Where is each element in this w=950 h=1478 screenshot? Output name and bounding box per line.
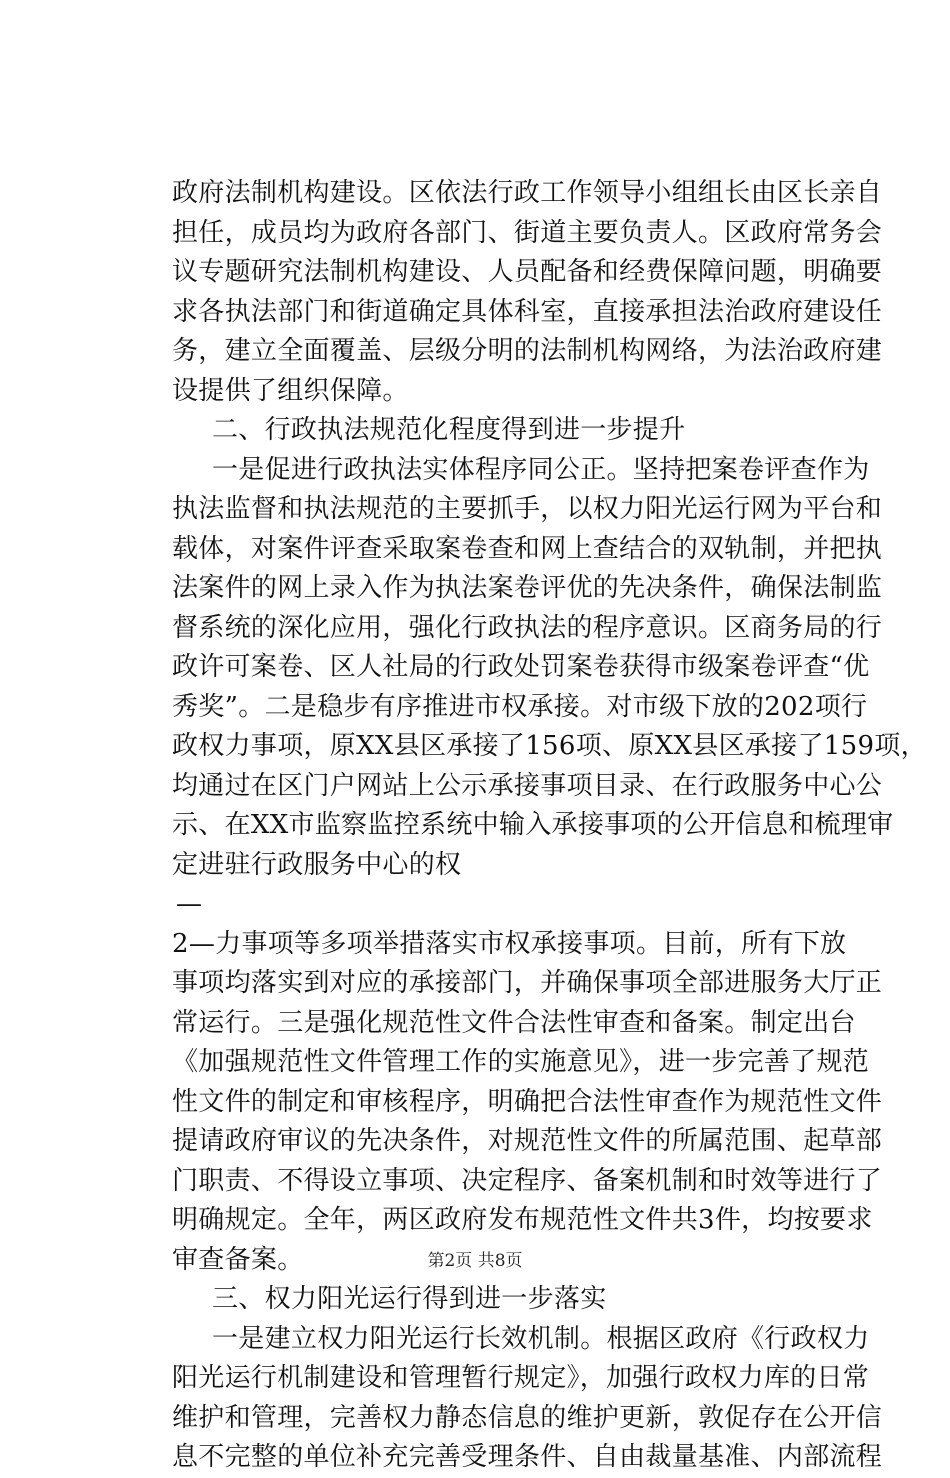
text-line: 常运行。三是强化规范性文件合法性审查和备案。制定出台 <box>172 1007 856 1038</box>
text-line: 秀奖”。二是稳步有序推进市权承接。对市级下放的202项行 <box>172 691 868 722</box>
document-body <box>172 174 927 1478</box>
text-line: 担任，成员均为政府各部门、街道主要负责人。区政府常务会 <box>172 217 883 248</box>
text-line: 示、在XX市监察监控系统中输入承接事项的公开信息和梳理审 <box>172 810 894 840</box>
text-line: 事项均落实到对应的承接部门，并确保事项全部进服务大厅正 <box>172 968 883 998</box>
text-line: 审查备案。 <box>172 1244 304 1275</box>
text-line: 定进驻行政服务中心的权 <box>172 849 462 880</box>
page-break-dash: — <box>176 889 203 919</box>
text-line: 载体，对案件评查采取案卷查和网上查结合的双轨制，并把执 <box>172 533 883 564</box>
page-footer: 第2页 共8页 <box>427 1251 523 1271</box>
text-line: 求各执法部门和街道确定具体科室，直接承担法治政府建设任 <box>172 296 883 327</box>
text-line: 《加强规范性文件管理工作的实施意见》，进一步完善了规范 <box>172 1047 870 1077</box>
text-line: 维护和管理，完善权力静态信息的维护更新，敦促存在公开信 <box>172 1402 883 1433</box>
text-line: 门职责、不得设立事项、决定程序、备案机制和时效等进行了 <box>172 1165 883 1196</box>
text-line: 督系统的深化应用，强化行政执法的程序意识。区商务局的行 <box>172 612 883 643</box>
text-line: 性文件的制定和审核程序，明确把合法性审查作为规范性文件 <box>172 1086 883 1117</box>
text-line: 议专题研究法制机构建设、人员配备和经费保障问题，明确要 <box>172 257 883 287</box>
paragraph-start: 一是建立权力阳光运行长效机制。根据区政府《行政权力 <box>212 1323 870 1354</box>
text-line: 政权力事项，原XX县区承接了156项、原XX县区承接了159项， <box>172 731 927 761</box>
text-line: 政许可案卷、区人社局的行政处罚案卷获得市级案卷评查“优 <box>172 652 870 682</box>
text-line: 均通过在区门户网站上公示承接事项目录、在行政服务中心公 <box>172 770 883 801</box>
text-line: 政府法制机构建设。区依法行政工作领导小组组长由区长亲自 <box>172 178 883 208</box>
text-line: 设提供了组织保障。 <box>172 375 409 406</box>
text-line: 息不完整的单位补充完善受理条件、自由裁量基准、内部流程 <box>172 1442 883 1472</box>
section-heading: 二、行政执法规范化程度得到进一步提升 <box>212 415 686 445</box>
paragraph-start: 2—力事项等多项举措落实市权承接事项。目前，所有下放 <box>172 928 847 959</box>
section-heading: 三、权力阳光运行得到进一步落实 <box>212 1284 607 1314</box>
text-line: 提请政府审议的先决条件，对规范性文件的所属范围、起草部 <box>172 1126 883 1156</box>
text-line: 明确规定。全年，两区政府发布规范性文件共3件，均按要求 <box>172 1205 873 1235</box>
text-line: 务，建立全面覆盖、层级分明的法制机构网络，为法治政府建 <box>172 336 883 366</box>
paragraph-start: 一是促进行政执法实体程序同公正。坚持把案卷评查作为 <box>212 454 870 485</box>
text-line: 阳光运行机制建设和管理暂行规定》，加强行政权力库的日常 <box>172 1363 870 1393</box>
text-line: 法案件的网上录入作为执法案卷评优的先决条件，确保法制监 <box>172 573 883 603</box>
text-line: 执法监督和执法规范的主要抓手，以权力阳光运行网为平台和 <box>172 494 883 524</box>
